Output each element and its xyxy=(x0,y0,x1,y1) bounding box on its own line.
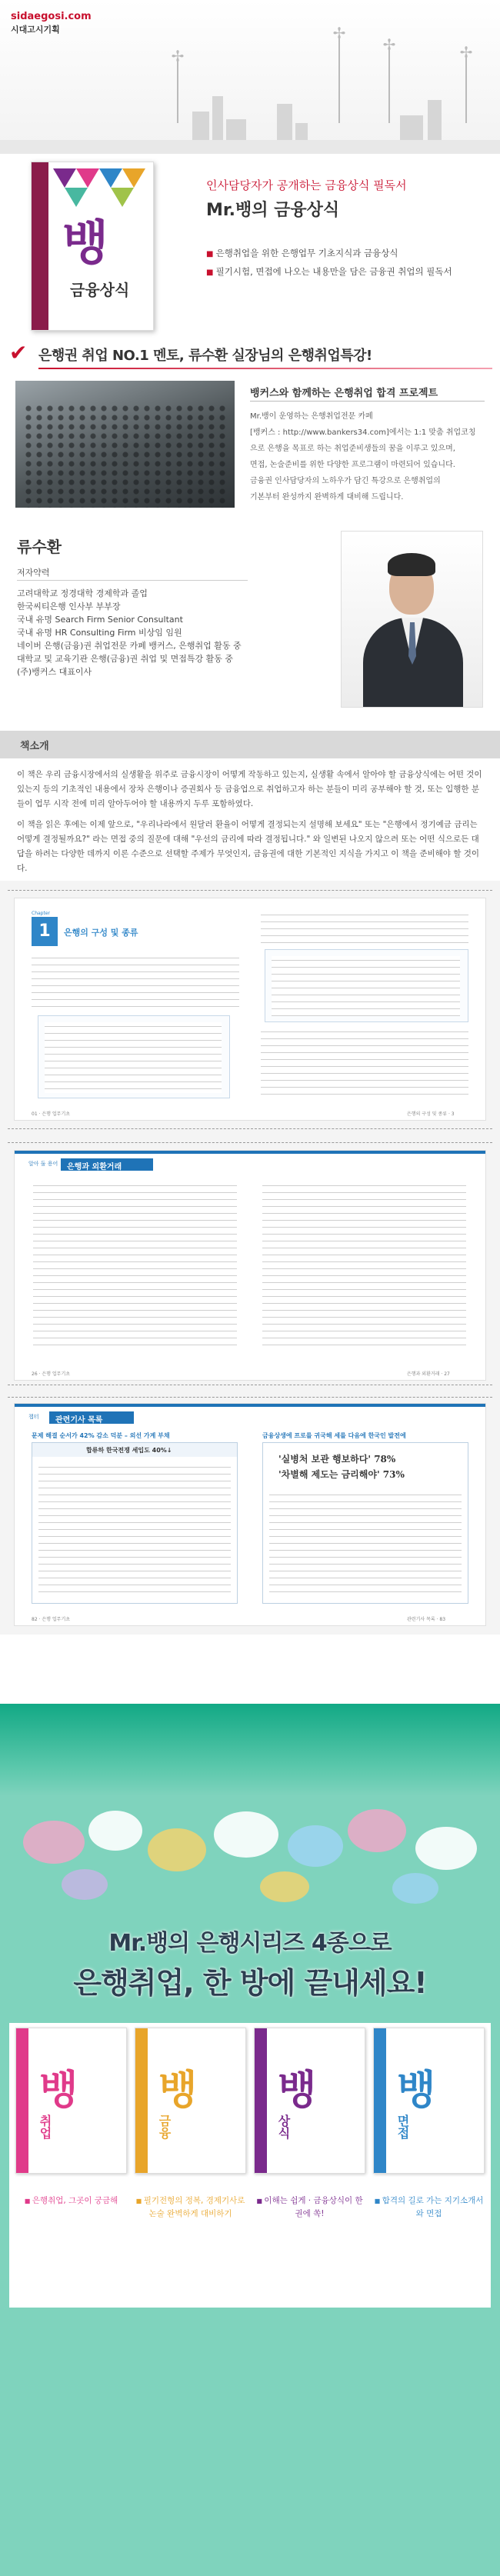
intro-bullets xyxy=(206,245,452,282)
article-box xyxy=(32,1442,238,1604)
cover-spine xyxy=(32,162,48,330)
article-headline: 합류하 한국전쟁 세입도 40%↓ xyxy=(86,1447,172,1454)
windmill-icon: ✢ xyxy=(459,43,473,62)
preview-page-2 xyxy=(0,1135,500,1392)
intro-bullet: ■ 은행취업을 위한 은행업무 기초지식과 금융상식 xyxy=(206,245,452,263)
series-promo xyxy=(0,1704,500,2576)
career-item: 고려대학교 정경대학 경제학과 졸업 xyxy=(17,588,148,598)
career-item: 대학교 및 교육기관 은행(금융)권 취업 및 면접특강 활동 중 xyxy=(17,654,233,664)
event-banner xyxy=(0,338,500,373)
preview-page-1 xyxy=(0,881,500,1135)
article-box xyxy=(262,1442,468,1604)
page-footer-left: 01 · 은행 업무기초 xyxy=(32,1111,71,1117)
logo-name[interactable]: 시대고시기획 xyxy=(11,25,60,35)
key-points-box xyxy=(265,949,468,1022)
section-bar-label: 관련기사 목록 xyxy=(55,1416,103,1425)
intro-subtitle: 인사담당자가 공개하는 금융상식 필독서 xyxy=(206,178,407,192)
book-word: 면접 xyxy=(395,2114,410,2139)
lecture-line: 으로 은행을 목표로 하는 취업준비생들의 꿈을 이루고 있으며, xyxy=(250,445,455,453)
windmill-icon: ✢ xyxy=(382,35,396,54)
career-item: 한국씨티은행 인사부 부부장 xyxy=(17,602,121,612)
site-header xyxy=(0,0,500,154)
author-photo xyxy=(341,531,483,708)
lecture-section xyxy=(0,381,500,512)
career-item: 네이버 은행(금융)권 취업전문 카페 뱅커스, 은행취업 활동 중 xyxy=(17,641,242,651)
article-headline-1: '실병처 보관 행보하다' 78% xyxy=(278,1454,396,1465)
series-book-1[interactable] xyxy=(15,2028,127,2174)
preview-spread xyxy=(14,1403,486,1626)
book-cover xyxy=(31,162,154,331)
author-career-label: 저자약력 xyxy=(17,568,50,578)
book-big-char: 뱅 xyxy=(158,2067,198,2114)
career-item: 국내 유명 HR Consulting Firm 비상임 임원 xyxy=(17,628,182,638)
chapter-tag: Chapter xyxy=(32,911,50,916)
section-bar-label: 은행과 외환거래 xyxy=(67,1163,122,1171)
book-label: ■ 은행취업, 그곳이 궁금해 xyxy=(15,2194,127,2208)
career-item: 국내 유명 Search Firm Senior Consultant xyxy=(17,615,183,625)
page-footer-left: 82 · 은행 업무기초 xyxy=(32,1617,71,1622)
cover-triangles xyxy=(53,168,145,207)
ground-strip xyxy=(0,140,500,154)
page-footer-left: 26 · 은행 업무기초 xyxy=(32,1371,71,1377)
book-word: 금융 xyxy=(157,2114,172,2139)
description-text xyxy=(17,768,485,876)
preview-spread xyxy=(14,1150,486,1381)
lecture-line: 면접, 논술준비를 위한 다양한 프로그램이 마련되어 있습니다. xyxy=(250,461,455,469)
windmill-icon: ✢ xyxy=(332,24,346,42)
series-background xyxy=(0,2308,500,2576)
page-footer-right: 은행과 외환거래 · 27 xyxy=(407,1371,450,1377)
cover-big-char: 뱅 xyxy=(62,215,108,271)
book-description xyxy=(0,731,500,877)
book-label: ■ 합격의 길로 가는 지기소개서와 면접 xyxy=(373,2194,485,2220)
description-paragraph: 이 책은 우리 금융시장에서의 실생활을 위주로 금융시장이 어떻게 작동하고 있는지, 실생활 속에서 알아야 할 금융상식에는 어떤 것이 있는지 등의 기초적인 내용에서 장차 은행이나 증권회사 등 금융업으로 취업하고자 하는 분들이 미리 공부해야 할 것, 또는 입행한 분들이 업무 시작 전에 미리 알아두어야 할 내용까지 두루 포함하였다. xyxy=(17,770,482,808)
author-name: 류수환 xyxy=(17,538,62,556)
summary-box xyxy=(38,1015,230,1098)
career-item: (주)뱅커스 대표이사 xyxy=(17,667,92,677)
page-footer-right: 관련기사 목록 · 83 xyxy=(407,1617,446,1622)
event-title: 은행권 취업 NO.1 멘토, 류수환 실장님의 은행취업특강! xyxy=(38,348,372,364)
description-bar xyxy=(0,731,500,758)
article-headline-2: '차별해 제도는 금리해야' 73% xyxy=(278,1469,405,1480)
career-divider xyxy=(17,580,248,581)
windmill-icon xyxy=(388,50,390,123)
lecture-line: Mr.뱅이 운영하는 은행취업전문 카페 xyxy=(250,412,373,421)
series-headline-2: 은행취업, 한 방에 끝내세요! xyxy=(73,1966,427,2000)
section-tab: 챕터 xyxy=(28,1414,39,1420)
lecture-line: 금융권 인사담당자의 노하우가 담긴 특강으로 은행취업의 xyxy=(250,477,441,485)
article-title: 문제 해결 순서가 42% 감소 덕분 – 외선 가계 부채 xyxy=(32,1432,170,1439)
lecture-photo xyxy=(15,381,235,508)
book-word: 상식 xyxy=(276,2114,291,2139)
series-book-3[interactable] xyxy=(254,2028,365,2174)
logo-domain[interactable]: sidaegosi.com xyxy=(11,11,92,22)
series-book-4[interactable] xyxy=(373,2028,485,2174)
windmill-icon xyxy=(177,62,178,123)
windmill-icon xyxy=(465,58,467,123)
book-big-char: 뱅 xyxy=(278,2067,317,2114)
section-tab: 알아 둘 용어 xyxy=(28,1161,58,1167)
description-paragraph: 이 책을 읽은 후에는 이제 앞으로, "우리나라에서 원달러 환율이 어떻게 결정되는지 설명해 보세요" 또는 "은행에서 정기예금 금리는 어떻게 결정될까요?" 라는 면접 중의 질문에 대해 "우선의 금리에 따라 결정됩니다." 와 일변된 나오지 않으려 또는 어떤 식으로든 대답을 하려는 다양한 데까지 이론 수준으로 선택할 주제가 무엇인지, 금융권에 대한 기본적인 지식을 가지고 이 책을 준비해야 할 것이다. xyxy=(17,820,479,873)
windmill-icon xyxy=(338,38,340,123)
lecture-line: 기본부터 완성까지 완벽하게 대비해 드립니다. xyxy=(250,493,404,502)
preview-spread xyxy=(14,898,486,1121)
series-books xyxy=(9,2023,491,2308)
chapter-number: 1 xyxy=(32,917,58,946)
speech-bubbles xyxy=(0,1788,500,1911)
article-title: 금융상생에 프로를 귀국해 세를 다음에 한국인 발전에 xyxy=(262,1432,406,1439)
chapter-title: 은행의 구성 및 종류 xyxy=(64,928,138,938)
book-big-char: 뱅 xyxy=(39,2067,78,2114)
description-label: 책소개 xyxy=(20,741,49,752)
check-icon: ✔ xyxy=(9,340,28,365)
lecture-divider xyxy=(250,401,485,402)
book-label: ■ 이해는 쉽게 · 금융상식이 한 권에 쏙! xyxy=(254,2194,365,2220)
lecture-body xyxy=(250,408,488,505)
book-big-char: 뱅 xyxy=(397,2067,436,2114)
cover-title: 금융상식 xyxy=(70,281,130,299)
book-label: ■ 필기전형의 정복, 경제기사로 논술 완벽하게 대비하기 xyxy=(135,2194,246,2220)
book-intro-panel xyxy=(0,154,500,338)
author-career-list xyxy=(17,587,294,678)
lecture-line: [뱅커스 : http://www.bankers34.com]에서는 1:1 맞춤 취업코칭 xyxy=(250,428,476,437)
lecture-title: 뱅커스와 함께하는 은행취업 합격 프로젝트 xyxy=(250,388,438,399)
intro-bullet: ■ 필기시험, 면접에 나오는 내용만을 담은 금융권 취업의 필독서 xyxy=(206,263,452,282)
windmill-icon: ✢ xyxy=(171,47,185,65)
book-word: 취업 xyxy=(38,2114,52,2139)
page-footer-right: 은행의 구성 및 종류 · 3 xyxy=(407,1111,455,1117)
intro-title: Mr.뱅의 금융상식 xyxy=(206,201,340,220)
preview-page-3 xyxy=(0,1392,500,1635)
series-headline-1: Mr.뱅의 은행시리즈 4종으로 xyxy=(108,1930,392,1957)
series-book-2[interactable] xyxy=(135,2028,246,2174)
event-underline xyxy=(38,368,492,369)
